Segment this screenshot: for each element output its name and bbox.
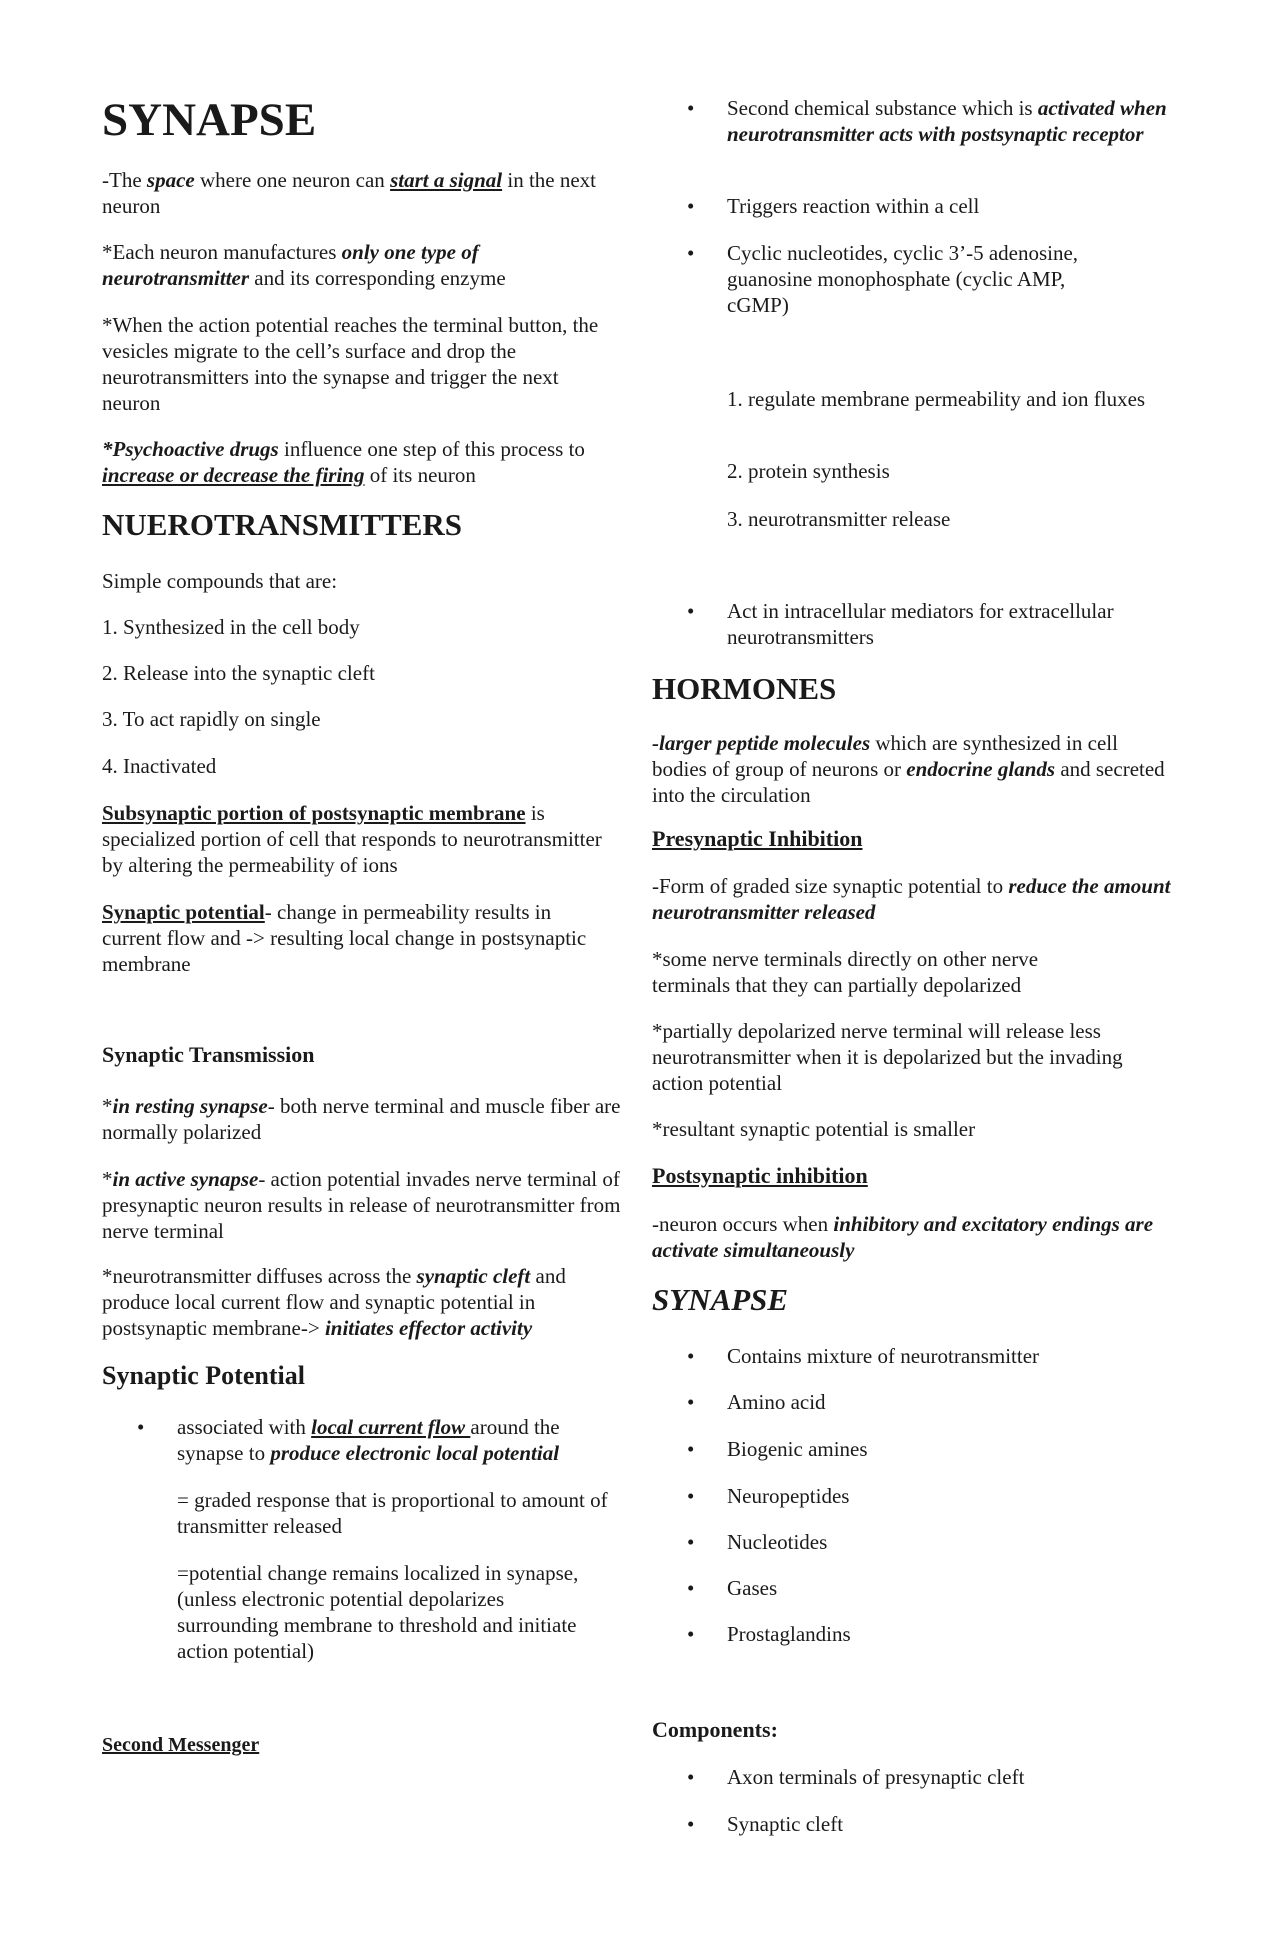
synapse-title: SYNAPSE (102, 94, 317, 146)
action-potential-text: *When the action potential reaches the terminal button, the vesicles migrate to the cell’s surface and drop the neurotransmitters into the synapse and trigger the next neuron (102, 313, 599, 415)
numbered-item-3: 3. neurotransmitter release (727, 507, 951, 531)
synapse-item-4: • Neuropeptides (687, 1484, 850, 1508)
components-heading: Components: (652, 1717, 778, 1742)
synaptic-potential-def: Synaptic potential- change in permeability results in current flow and -> resulting local change in postsynaptic membrane (102, 900, 587, 976)
synapse-definition: -The space where one neuron can start a signal in the next neuron (102, 168, 597, 218)
second-messenger-heading: Second Messenger (102, 1734, 260, 1756)
bullet-icon: • (137, 1415, 145, 1439)
hormones-text: -larger peptide molecules which are synthesized in cell bodies of group of neurons or endocrine glands and secreted into the circulation (652, 731, 1165, 807)
presynaptic-inhibition-heading: Presynaptic Inhibition (652, 826, 863, 851)
presynaptic-terminals-text: *some nerve terminals directly on other nerve terminals that they can partially depolarized (652, 947, 1039, 997)
nt-intro: Simple compounds that are: (102, 569, 338, 593)
presynaptic-depolarized-text: *partially depolarized nerve terminal will release less neurotransmitter when it is depolarized but the invading action potential (652, 1019, 1123, 1095)
synapse-item-2: • Amino acid (687, 1390, 826, 1414)
synaptic-transmission-heading: Synaptic Transmission (102, 1042, 315, 1067)
bullet-icon: • (687, 1812, 695, 1836)
bullet-icon: • (687, 1390, 695, 1414)
synapse-item-1: • Contains mixture of neurotransmitter (687, 1344, 1040, 1368)
triggers-reaction-bullet: • Triggers reaction within a cell (687, 194, 980, 218)
synapse-item-3: • Biogenic amines (687, 1437, 868, 1461)
bullet-icon: • (687, 96, 695, 120)
hormones-heading: HORMONES (652, 671, 837, 706)
nt-item-3: 3. To act rapidly on single (102, 707, 321, 731)
nt-item-4: 4. Inactivated (102, 754, 217, 778)
bullet-icon: • (687, 241, 695, 265)
bullet-icon: • (687, 1530, 695, 1554)
presynaptic-form-text: -Form of graded size synaptic potential to reduce the amount neurotransmitter released (652, 874, 1171, 924)
intracellular-mediators-bullet: • Act in intracellular mediators for extracellular neurotransmitters (687, 599, 1114, 649)
bullet-icon: • (687, 1344, 695, 1368)
bullet-icon: • (687, 599, 695, 623)
bullet-icon: • (687, 194, 695, 218)
bullet-icon: • (687, 1765, 695, 1789)
nt-item-1: 1. Synthesized in the cell body (102, 615, 360, 639)
active-synapse-text: *in active synapse- action potential invades nerve terminal of presynaptic neuron results in release of neurotransmitter from nerve terminal (102, 1167, 621, 1243)
synaptic-potential-bullet: • associated with local current flow around the synapse to produce electronic local potential (137, 1415, 560, 1465)
graded-response-text: = graded response that is proportional to amount of transmitter released (177, 1488, 608, 1538)
bullet-icon: • (687, 1576, 695, 1600)
component-item-2: • Synaptic cleft (687, 1812, 844, 1836)
neurotransmitter-diffuses-text: *neurotransmitter diffuses across the synaptic cleft and produce local current flow and synaptic potential in postsynaptic membrane-> initiates effector activity (102, 1264, 566, 1340)
bullet-icon: • (687, 1437, 695, 1461)
synaptic-potential-heading: Synaptic Potential (102, 1361, 305, 1390)
localized-potential-text: =potential change remains localized in synapse, (unless electronic potential depolarizes surrounding membrane to threshold and initiate action potential) (177, 1561, 579, 1663)
second-chemical-bullet: • Second chemical substance which is activated when neurotransmitter acts with postsynaptic receptor (687, 96, 1167, 146)
postsynaptic-inhibition-heading: Postsynaptic inhibition (652, 1163, 868, 1188)
numbered-item-1: 1. regulate membrane permeability and ion fluxes (727, 387, 1146, 411)
postsynaptic-text: -neuron occurs when inhibitory and excitatory endings are activate simultaneously (652, 1212, 1154, 1262)
bullet-icon: • (687, 1484, 695, 1508)
synapse-item-5: • Nucleotides (687, 1530, 828, 1554)
numbered-item-2: 2. protein synthesis (727, 459, 890, 483)
presynaptic-smaller-text: *resultant synaptic potential is smaller (652, 1117, 976, 1141)
component-item-1: • Axon terminals of presynaptic cleft (687, 1765, 1025, 1789)
subsynaptic-text: Subsynaptic portion of postsynaptic membrane is specialized portion of cell that responds to neurotransmitter by altering the permeability of ions (102, 801, 602, 877)
synapse-italic-heading: SYNAPSE (652, 1282, 789, 1317)
neurotransmitters-heading: NUEROTRANSMITTERS (102, 507, 463, 542)
synapse-item-7: • Prostaglandins (687, 1622, 851, 1646)
bullet-icon: • (687, 1622, 695, 1646)
psychoactive-drugs-text: *Psychoactive drugs influence one step of this process to increase or decrease the firing of its neuron (102, 437, 585, 487)
cyclic-nucleotides-bullet: • Cyclic nucleotides, cyclic 3’-5 adenosine, guanosine monophosphate (cyclic AMP, cGMP) (687, 241, 1079, 317)
synapse-item-6: • Gases (687, 1576, 778, 1600)
resting-synapse-text: *in resting synapse- both nerve terminal and muscle fiber are normally polarized (102, 1094, 621, 1144)
each-neuron-text: *Each neuron manufactures only one type of neurotransmitter and its corresponding enzyme (102, 240, 506, 290)
nt-item-2: 2. Release into the synaptic cleft (102, 661, 375, 685)
